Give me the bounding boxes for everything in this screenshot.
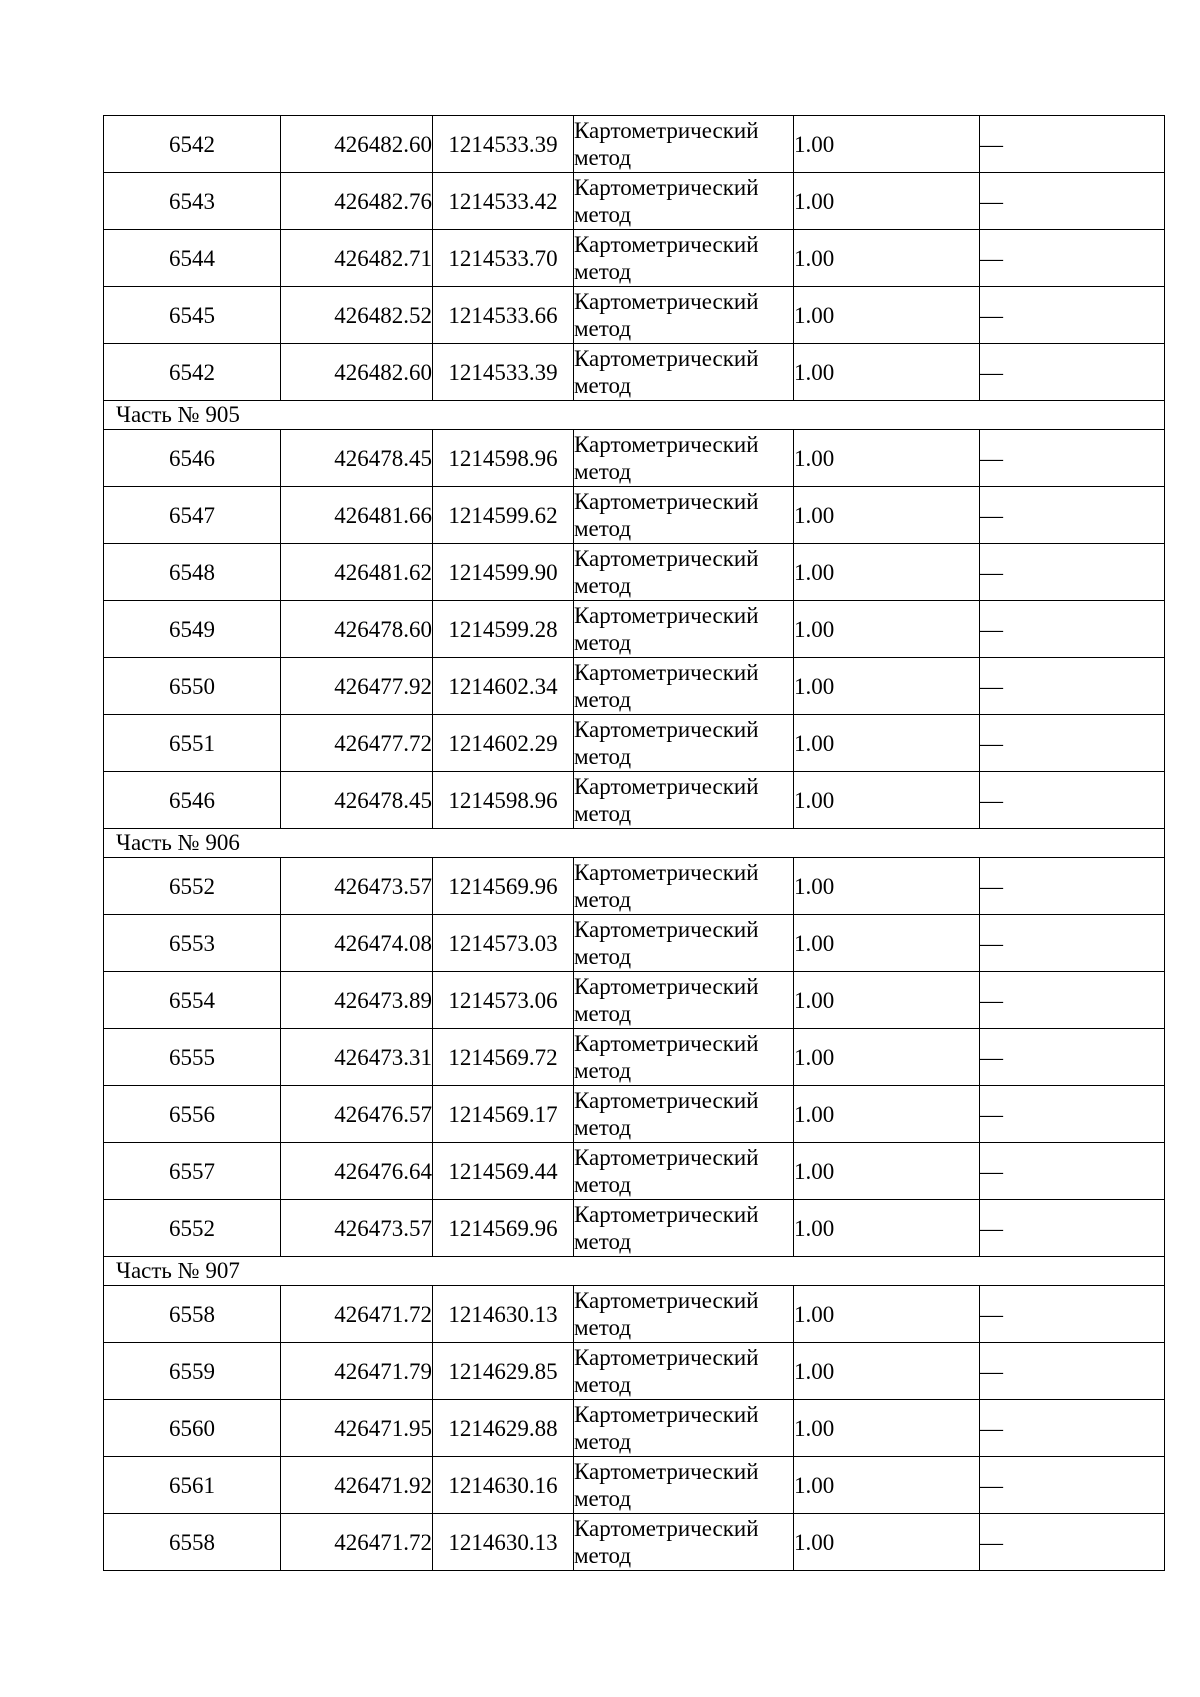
- y-coordinate-cell: 1214573.03: [433, 915, 574, 972]
- point-number-cell: 6549: [104, 601, 281, 658]
- point-number-cell: 6553: [104, 915, 281, 972]
- point-number-cell: 6560: [104, 1400, 281, 1457]
- x-coordinate-cell: 426478.60: [281, 601, 433, 658]
- description-cell: —: [980, 1286, 1165, 1343]
- x-coordinate-cell: 426478.45: [281, 430, 433, 487]
- x-coordinate-cell: 426471.92: [281, 1457, 433, 1514]
- method-cell: [574, 544, 794, 601]
- method-cell: [574, 658, 794, 715]
- method-cell: [574, 1343, 794, 1400]
- method-line-2: метод: [574, 801, 632, 826]
- description-cell: —: [980, 915, 1165, 972]
- point-number-cell: 6546: [104, 772, 281, 829]
- method-line-2: метод: [574, 744, 632, 769]
- y-coordinate-cell: 1214533.42: [433, 173, 574, 230]
- method-cell: [574, 1400, 794, 1457]
- description-cell: —: [980, 1343, 1165, 1400]
- table-row: [104, 772, 1165, 829]
- description-cell: —: [980, 116, 1165, 173]
- method-line-1: Картометрический: [574, 1288, 759, 1313]
- y-coordinate-cell: 1214629.88: [433, 1400, 574, 1457]
- accuracy-cell: 1.00: [794, 658, 980, 715]
- accuracy-cell: 1.00: [794, 1400, 980, 1457]
- method-line-1: Картометрический: [574, 774, 759, 799]
- y-coordinate-cell: 1214599.90: [433, 544, 574, 601]
- method-cell: [574, 487, 794, 544]
- method-line-2: метод: [574, 316, 632, 341]
- y-coordinate-cell: 1214533.70: [433, 230, 574, 287]
- method-cell: [574, 858, 794, 915]
- accuracy-cell: 1.00: [794, 915, 980, 972]
- point-number-cell: 6545: [104, 287, 281, 344]
- method-cell: [574, 173, 794, 230]
- method-line-2: метод: [574, 459, 632, 484]
- method-line-2: метод: [574, 516, 632, 541]
- x-coordinate-cell: 426482.71: [281, 230, 433, 287]
- table-row: [104, 287, 1165, 344]
- point-number-cell: 6554: [104, 972, 281, 1029]
- method-line-1: Картометрический: [574, 1402, 759, 1427]
- accuracy-cell: 1.00: [794, 116, 980, 173]
- method-cell: [574, 430, 794, 487]
- point-number-cell: 6561: [104, 1457, 281, 1514]
- table-row: [104, 173, 1165, 230]
- method-line-1: Картометрический: [574, 1516, 759, 1541]
- y-coordinate-cell: 1214569.44: [433, 1143, 574, 1200]
- section-heading: Часть № 907: [104, 1257, 1165, 1286]
- x-coordinate-cell: 426482.60: [281, 116, 433, 173]
- method-line-2: метод: [574, 373, 632, 398]
- y-coordinate-cell: 1214599.62: [433, 487, 574, 544]
- table-row: [104, 116, 1165, 173]
- x-coordinate-cell: 426471.72: [281, 1286, 433, 1343]
- method-cell: [574, 601, 794, 658]
- y-coordinate-cell: 1214569.72: [433, 1029, 574, 1086]
- description-cell: —: [980, 715, 1165, 772]
- table-row: [104, 1343, 1165, 1400]
- table-row: [104, 915, 1165, 972]
- method-line-2: метод: [574, 145, 632, 170]
- point-number-cell: 6557: [104, 1143, 281, 1200]
- method-line-2: метод: [574, 573, 632, 598]
- point-number-cell: 6550: [104, 658, 281, 715]
- method-cell: [574, 1086, 794, 1143]
- description-cell: —: [980, 1200, 1165, 1257]
- x-coordinate-cell: 426473.57: [281, 1200, 433, 1257]
- section-heading: Часть № 906: [104, 829, 1165, 858]
- x-coordinate-cell: 426471.72: [281, 1514, 433, 1571]
- point-number-cell: 6551: [104, 715, 281, 772]
- table-row: [104, 1200, 1165, 1257]
- table-row: [104, 1029, 1165, 1086]
- section-heading-row: [104, 829, 1165, 858]
- x-coordinate-cell: 426481.66: [281, 487, 433, 544]
- method-cell: [574, 915, 794, 972]
- method-line-1: Картометрический: [574, 1345, 759, 1370]
- y-coordinate-cell: 1214629.85: [433, 1343, 574, 1400]
- accuracy-cell: 1.00: [794, 430, 980, 487]
- method-line-1: Картометрический: [574, 974, 759, 999]
- table-row: [104, 544, 1165, 601]
- point-number-cell: 6542: [104, 116, 281, 173]
- y-coordinate-cell: 1214598.96: [433, 772, 574, 829]
- method-line-1: Картометрический: [574, 860, 759, 885]
- table-row: [104, 715, 1165, 772]
- description-cell: —: [980, 1029, 1165, 1086]
- method-cell: [574, 1029, 794, 1086]
- accuracy-cell: 1.00: [794, 858, 980, 915]
- method-line-2: метод: [574, 1372, 632, 1397]
- accuracy-cell: 1.00: [794, 487, 980, 544]
- description-cell: —: [980, 487, 1165, 544]
- x-coordinate-cell: 426473.89: [281, 972, 433, 1029]
- point-number-cell: 6552: [104, 1200, 281, 1257]
- method-line-2: метод: [574, 687, 632, 712]
- description-cell: —: [980, 972, 1165, 1029]
- method-cell: [574, 772, 794, 829]
- table-row: [104, 1400, 1165, 1457]
- x-coordinate-cell: 426476.57: [281, 1086, 433, 1143]
- method-cell: [574, 972, 794, 1029]
- method-cell: [574, 1457, 794, 1514]
- method-line-1: Картометрический: [574, 289, 759, 314]
- x-coordinate-cell: 426482.52: [281, 287, 433, 344]
- y-coordinate-cell: 1214630.16: [433, 1457, 574, 1514]
- method-cell: [574, 1286, 794, 1343]
- y-coordinate-cell: 1214598.96: [433, 430, 574, 487]
- x-coordinate-cell: 426477.92: [281, 658, 433, 715]
- description-cell: —: [980, 1143, 1165, 1200]
- description-cell: —: [980, 230, 1165, 287]
- method-line-2: метод: [574, 1058, 632, 1083]
- x-coordinate-cell: 426471.95: [281, 1400, 433, 1457]
- description-cell: —: [980, 430, 1165, 487]
- method-line-2: метод: [574, 1429, 632, 1454]
- method-line-1: Картометрический: [574, 603, 759, 628]
- accuracy-cell: 1.00: [794, 772, 980, 829]
- accuracy-cell: 1.00: [794, 1143, 980, 1200]
- table-row: [104, 972, 1165, 1029]
- coordinates-table-body: [104, 116, 1165, 1571]
- coordinates-table: [103, 115, 1165, 1571]
- method-line-2: метод: [574, 1486, 632, 1511]
- section-heading-row: [104, 1257, 1165, 1286]
- accuracy-cell: 1.00: [794, 287, 980, 344]
- description-cell: —: [980, 1086, 1165, 1143]
- y-coordinate-cell: 1214569.96: [433, 1200, 574, 1257]
- method-line-2: метод: [574, 1229, 632, 1254]
- method-line-1: Картометрический: [574, 717, 759, 742]
- method-line-2: метод: [574, 630, 632, 655]
- y-coordinate-cell: 1214533.66: [433, 287, 574, 344]
- accuracy-cell: 1.00: [794, 1029, 980, 1086]
- accuracy-cell: 1.00: [794, 544, 980, 601]
- method-line-2: метод: [574, 1315, 632, 1340]
- x-coordinate-cell: 426478.45: [281, 772, 433, 829]
- accuracy-cell: 1.00: [794, 1343, 980, 1400]
- table-row: [104, 858, 1165, 915]
- table-row: [104, 601, 1165, 658]
- method-line-2: метод: [574, 202, 632, 227]
- method-cell: [574, 1143, 794, 1200]
- table-row: [104, 230, 1165, 287]
- x-coordinate-cell: 426482.60: [281, 344, 433, 401]
- description-cell: —: [980, 287, 1165, 344]
- description-cell: —: [980, 772, 1165, 829]
- point-number-cell: 6544: [104, 230, 281, 287]
- y-coordinate-cell: 1214630.13: [433, 1514, 574, 1571]
- description-cell: —: [980, 601, 1165, 658]
- y-coordinate-cell: 1214569.96: [433, 858, 574, 915]
- method-line-1: Картометрический: [574, 346, 759, 371]
- method-line-1: Картометрический: [574, 232, 759, 257]
- x-coordinate-cell: 426474.08: [281, 915, 433, 972]
- method-line-1: Картометрический: [574, 432, 759, 457]
- point-number-cell: 6555: [104, 1029, 281, 1086]
- x-coordinate-cell: 426476.64: [281, 1143, 433, 1200]
- accuracy-cell: 1.00: [794, 715, 980, 772]
- y-coordinate-cell: 1214569.17: [433, 1086, 574, 1143]
- point-number-cell: 6556: [104, 1086, 281, 1143]
- method-cell: [574, 1200, 794, 1257]
- table-row: [104, 344, 1165, 401]
- description-cell: —: [980, 858, 1165, 915]
- x-coordinate-cell: 426477.72: [281, 715, 433, 772]
- accuracy-cell: 1.00: [794, 230, 980, 287]
- description-cell: —: [980, 658, 1165, 715]
- description-cell: —: [980, 1457, 1165, 1514]
- method-line-1: Картометрический: [574, 660, 759, 685]
- y-coordinate-cell: 1214573.06: [433, 972, 574, 1029]
- method-line-2: метод: [574, 887, 632, 912]
- y-coordinate-cell: 1214630.13: [433, 1286, 574, 1343]
- method-cell: [574, 715, 794, 772]
- table-row: [104, 1514, 1165, 1571]
- method-cell: [574, 344, 794, 401]
- method-line-1: Картометрический: [574, 917, 759, 942]
- x-coordinate-cell: 426481.62: [281, 544, 433, 601]
- method-line-2: метод: [574, 1115, 632, 1140]
- method-line-1: Картометрический: [574, 1202, 759, 1227]
- accuracy-cell: 1.00: [794, 173, 980, 230]
- table-row: [104, 430, 1165, 487]
- x-coordinate-cell: 426473.31: [281, 1029, 433, 1086]
- table-row: [104, 1086, 1165, 1143]
- method-line-2: метод: [574, 1543, 632, 1568]
- method-cell: [574, 1514, 794, 1571]
- table-row: [104, 487, 1165, 544]
- description-cell: —: [980, 1514, 1165, 1571]
- point-number-cell: 6543: [104, 173, 281, 230]
- y-coordinate-cell: 1214533.39: [433, 116, 574, 173]
- section-heading-row: [104, 401, 1165, 430]
- table-row: [104, 658, 1165, 715]
- accuracy-cell: 1.00: [794, 972, 980, 1029]
- accuracy-cell: 1.00: [794, 344, 980, 401]
- method-cell: [574, 287, 794, 344]
- method-line-1: Картометрический: [574, 546, 759, 571]
- method-line-1: Картометрический: [574, 1145, 759, 1170]
- point-number-cell: 6547: [104, 487, 281, 544]
- point-number-cell: 6548: [104, 544, 281, 601]
- description-cell: —: [980, 1400, 1165, 1457]
- accuracy-cell: 1.00: [794, 1200, 980, 1257]
- method-line-2: метод: [574, 1172, 632, 1197]
- accuracy-cell: 1.00: [794, 1514, 980, 1571]
- method-line-1: Картометрический: [574, 175, 759, 200]
- method-line-1: Картометрический: [574, 1031, 759, 1056]
- method-line-2: метод: [574, 944, 632, 969]
- table-row: [104, 1286, 1165, 1343]
- method-line-1: Картометрический: [574, 489, 759, 514]
- y-coordinate-cell: 1214533.39: [433, 344, 574, 401]
- y-coordinate-cell: 1214602.34: [433, 658, 574, 715]
- accuracy-cell: 1.00: [794, 1457, 980, 1514]
- point-number-cell: 6542: [104, 344, 281, 401]
- y-coordinate-cell: 1214602.29: [433, 715, 574, 772]
- point-number-cell: 6558: [104, 1514, 281, 1571]
- description-cell: —: [980, 344, 1165, 401]
- point-number-cell: 6546: [104, 430, 281, 487]
- x-coordinate-cell: 426482.76: [281, 173, 433, 230]
- point-number-cell: 6559: [104, 1343, 281, 1400]
- y-coordinate-cell: 1214599.28: [433, 601, 574, 658]
- point-number-cell: 6552: [104, 858, 281, 915]
- description-cell: —: [980, 173, 1165, 230]
- accuracy-cell: 1.00: [794, 1086, 980, 1143]
- method-line-1: Картометрический: [574, 1088, 759, 1113]
- description-cell: —: [980, 544, 1165, 601]
- section-heading: Часть № 905: [104, 401, 1165, 430]
- accuracy-cell: 1.00: [794, 601, 980, 658]
- method-line-1: Картометрический: [574, 118, 759, 143]
- table-row: [104, 1143, 1165, 1200]
- method-cell: [574, 230, 794, 287]
- accuracy-cell: 1.00: [794, 1286, 980, 1343]
- table-row: [104, 1457, 1165, 1514]
- method-cell: [574, 116, 794, 173]
- method-line-1: Картометрический: [574, 1459, 759, 1484]
- point-number-cell: 6558: [104, 1286, 281, 1343]
- x-coordinate-cell: 426471.79: [281, 1343, 433, 1400]
- x-coordinate-cell: 426473.57: [281, 858, 433, 915]
- method-line-2: метод: [574, 1001, 632, 1026]
- method-line-2: метод: [574, 259, 632, 284]
